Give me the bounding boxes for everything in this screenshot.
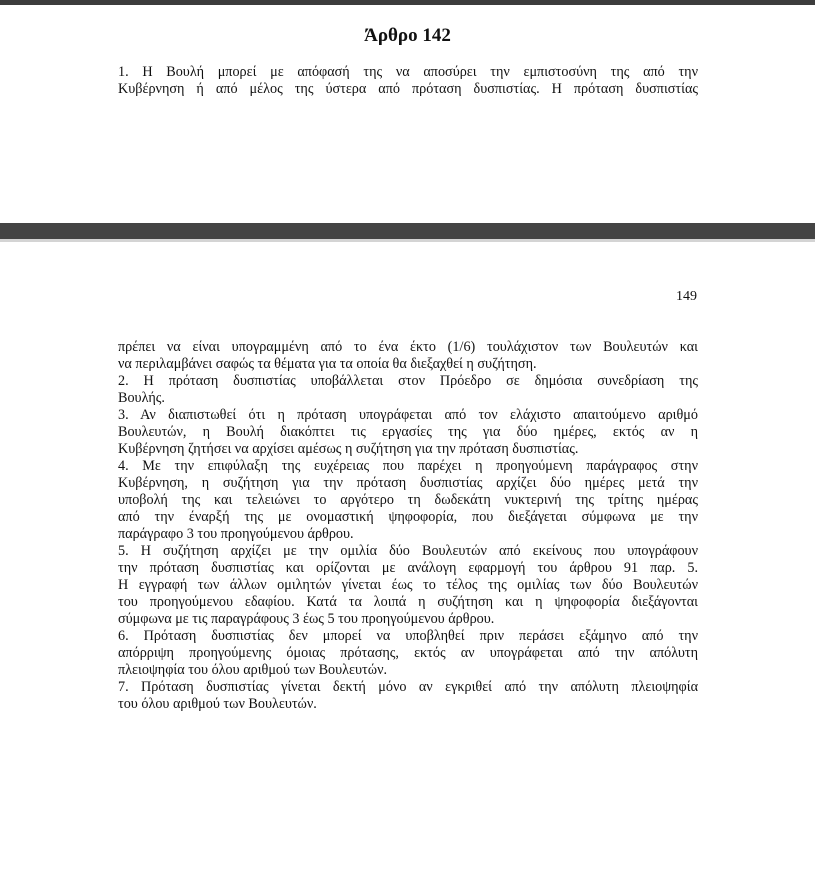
- text-line: 6. Πρόταση δυσπιστίας δεν μπορεί να υποβληθεί πριν περάσει εξάμηνο από την: [118, 628, 698, 644]
- text-line: Κυβέρνηση ζητήσει να αρχίσει αμέσως η συζήτηση για την πρόταση δυσπιστίας.: [118, 441, 579, 457]
- text-line: 7. Πρόταση δυσπιστίας γίνεται δεκτή μόνο αν εγκριθεί από την απόλυτη πλειοψηφία: [118, 679, 698, 695]
- text-line: 4. Με την επιφύλαξη της ευχέρειας που παρέχει η προηγούμενη παράγραφος στην: [118, 458, 698, 474]
- text-line: απόρριψη προηγούμενης όμοιας πρότασης, εκτός αν υπογράφεται από την απόλυτη: [118, 645, 698, 661]
- page-separator: [0, 223, 815, 239]
- text-line: την πρόταση δυσπιστίας και ορίζονται με ανάλογη εφαρμογή του άρθρου 91 παρ. 5.: [118, 560, 698, 576]
- text-line: Βουλευτών, η Βουλή διακόπτει τις εργασίες της για δύο ημέρες, εκτός αν η: [118, 424, 698, 440]
- text-line: 2. Η πρόταση δυσπιστίας υποβάλλεται στον Πρόεδρο σε δημόσια συνεδρίαση της: [118, 373, 698, 389]
- text-line: να περιλαμβάνει σαφώς τα θέματα για τα οποία θα διεξαχθεί η συζήτηση.: [118, 356, 537, 372]
- text-line: 3. Αν διαπιστωθεί ότι η πρόταση υπογράφεται από τον ελάχιστο απαιτούμενο αριθμό: [118, 407, 698, 423]
- document-page-149: [0, 242, 815, 872]
- document-page-148: [0, 5, 815, 223]
- text-line: 1. Η Βουλή μπορεί με απόφασή της να αποσύρει την εμπιστοσύνη της από την: [118, 64, 698, 80]
- page-number: 149: [676, 289, 697, 304]
- text-line: του προηγούμενου εδαφίου. Κατά τα λοιπά η συζήτηση και η ψηφοφορία διεξάγονται: [118, 594, 698, 610]
- text-line: Κυβέρνηση, η συζήτηση για την πρόταση δυσπιστίας αρχίζει δύο ημέρες μετά την: [118, 475, 698, 491]
- text-line: υποβολή της και τελειώνει το αργότερο τη δωδεκάτη νυκτερινή της τρίτης ημέρας: [118, 492, 698, 508]
- article-body: [118, 339, 698, 713]
- text-line: πλειοψηφία του όλου αριθμού των Βουλευτών.: [118, 662, 388, 678]
- text-line: πρέπει να είναι υπογραμμένη από το ένα έκτο (1/6) τουλάχιστον των Βουλευτών και: [118, 339, 698, 355]
- text-line: Κυβέρνηση ή από μέλος της ύστερα από πρόταση δυσπιστίας. Η πρόταση δυσπιστίας: [118, 81, 698, 97]
- text-line: 5. Η συζήτηση αρχίζει με την ομιλία δύο Βουλευτών από εκείνους που υπογράφουν: [118, 543, 698, 559]
- article-title: Άρθρο 142: [364, 25, 451, 46]
- article-paragraph-1: [118, 64, 698, 98]
- text-line: Η εγγραφή των άλλων ομιλητών γίνεται έως το τέλος της ομιλίας των δύο Βουλευτών: [118, 577, 698, 593]
- text-line: του όλου αριθμού των Βουλευτών.: [118, 696, 317, 712]
- text-line: παράγραφο 3 του προηγούμενου άρθρου.: [118, 526, 354, 542]
- text-line: Βουλής.: [118, 390, 165, 406]
- text-line: σύμφωνα με τις παραγράφους 3 έως 5 του προηγούμενου άρθρου.: [118, 611, 495, 627]
- text-line: από την έναρξή της με ονομαστική ψηφοφορία, που διεξάγεται σύμφωνα με την: [118, 509, 698, 525]
